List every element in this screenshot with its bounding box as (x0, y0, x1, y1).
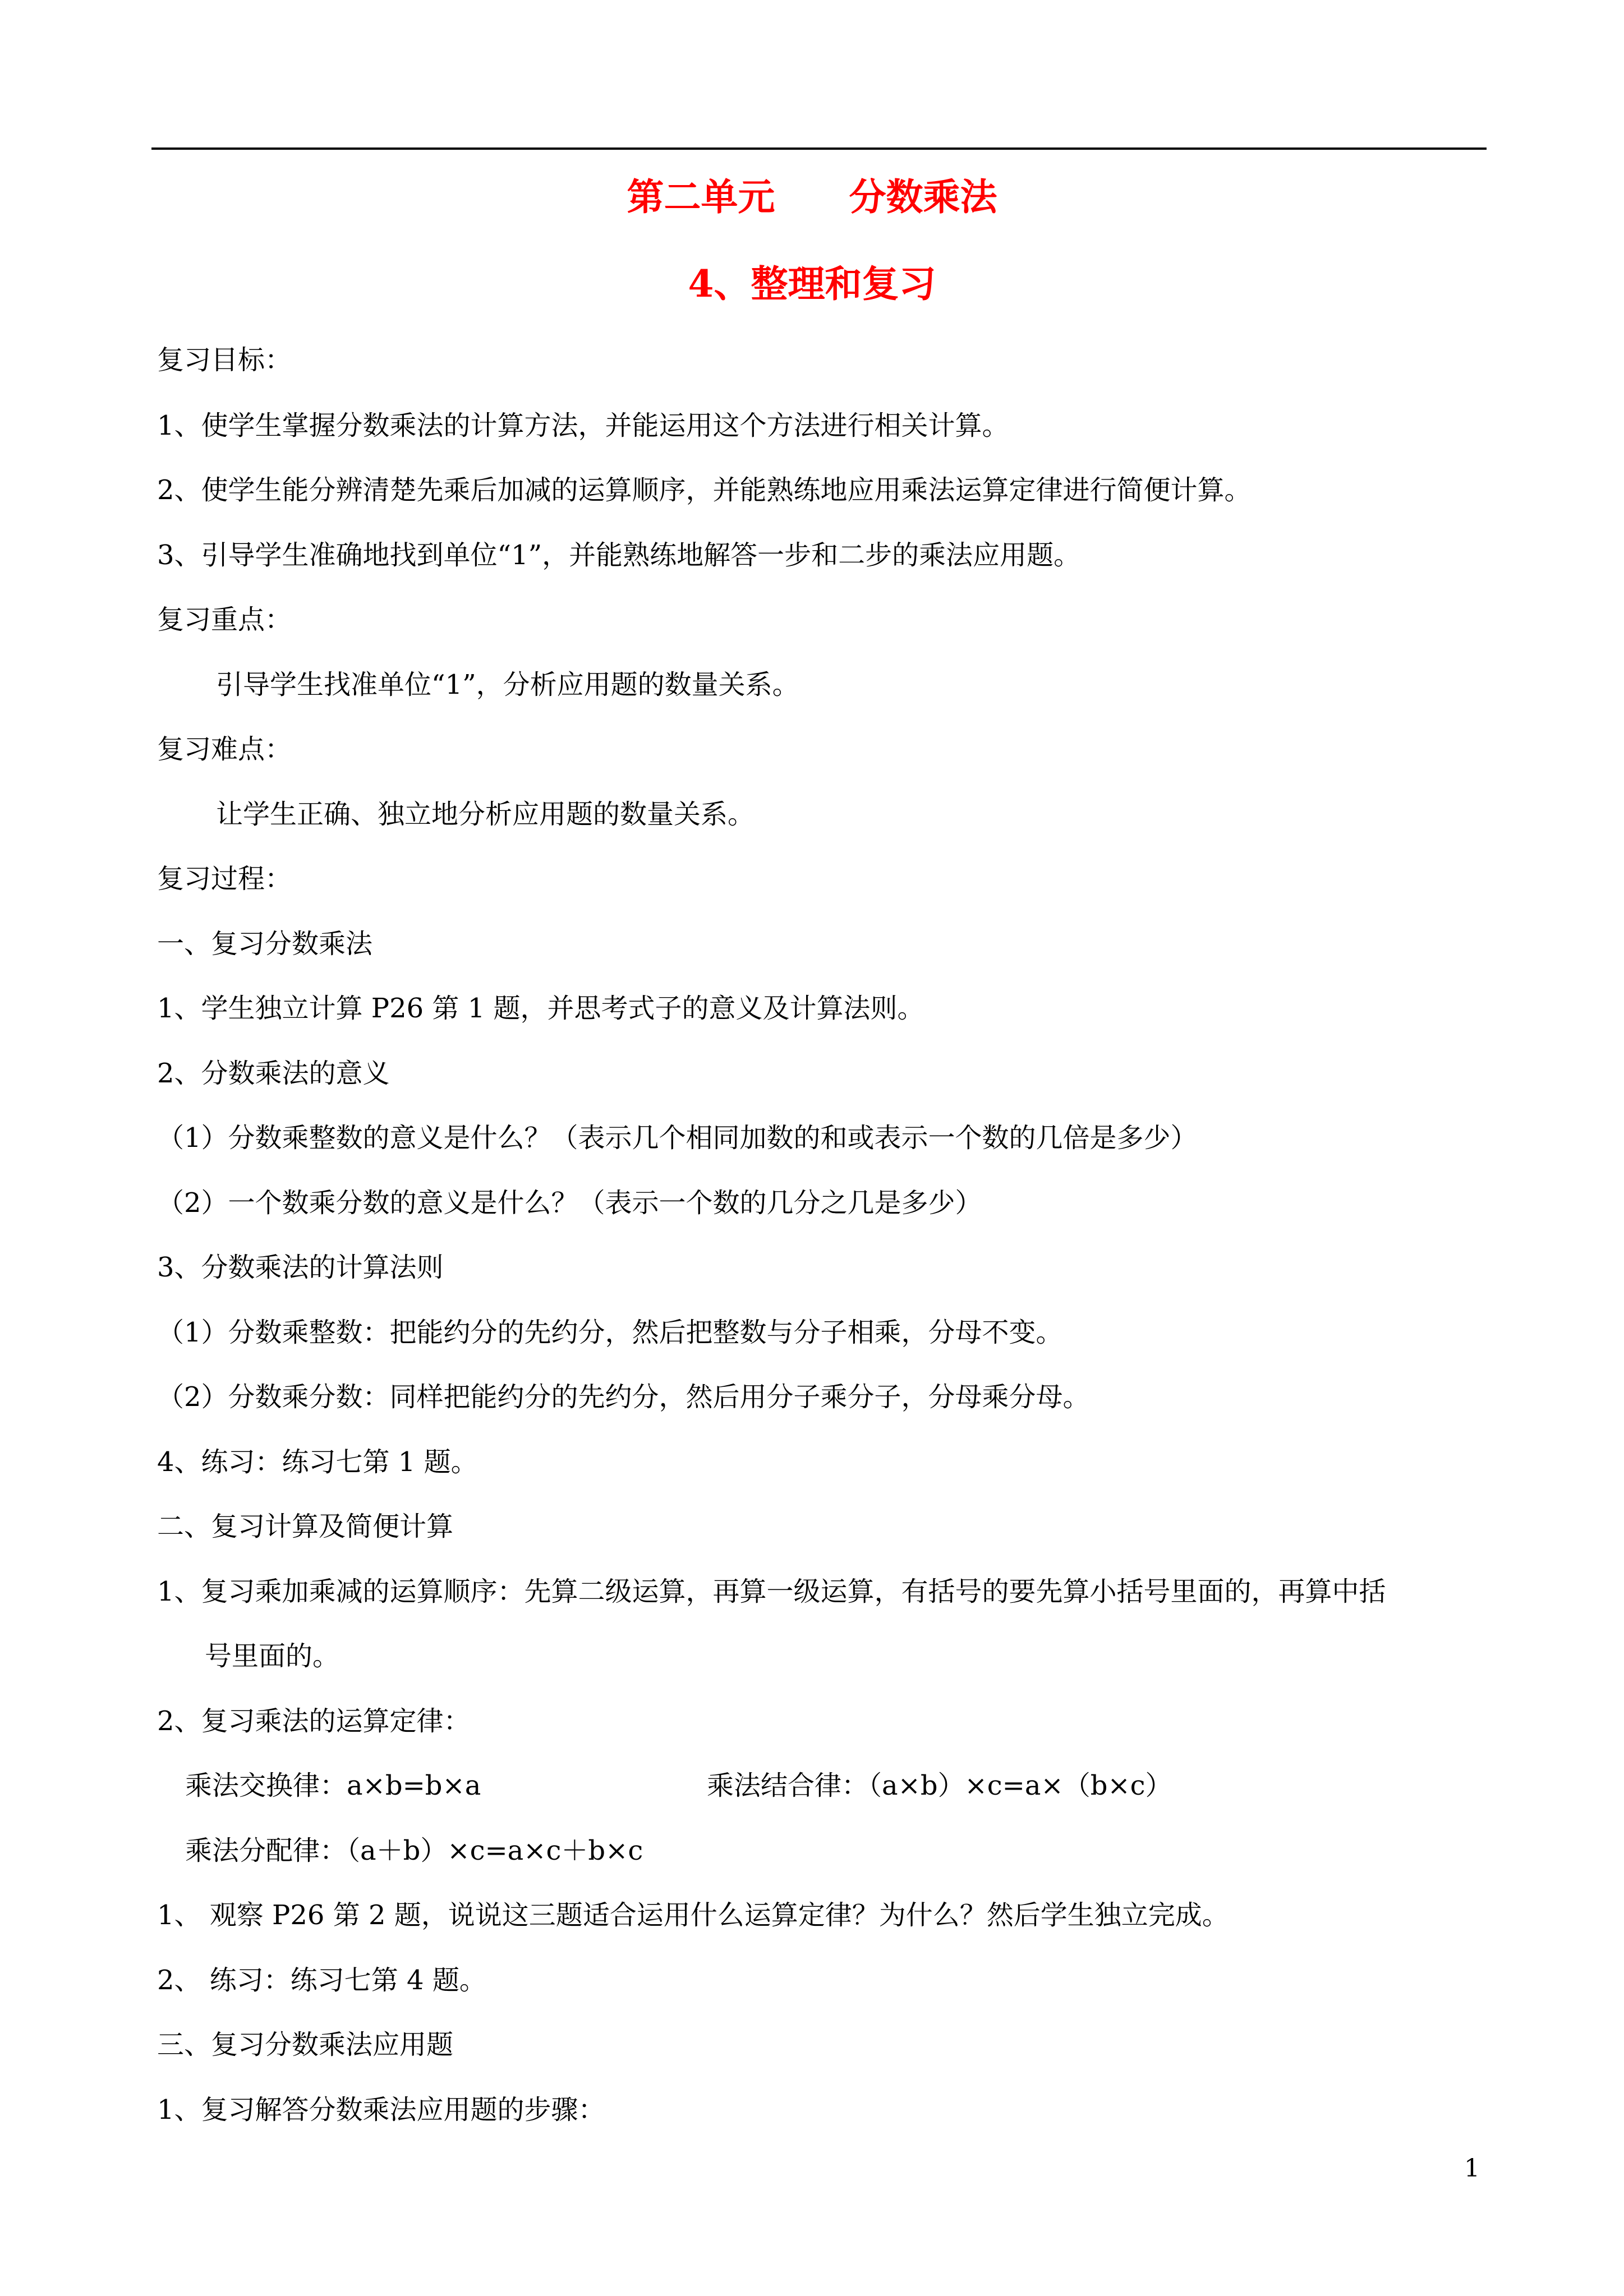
section-1-item-3a: （1）分数乘整数：把能约分的先约分，然后把整数与分子相乘，分母不变。 (157, 1317, 1063, 1348)
page-number: 1 (1464, 2154, 1480, 2183)
goals-heading: 复习目标： (157, 344, 292, 376)
section-1-item-2a: （1）分数乘整数的意义是什么？（表示几个相同加数的和或表示一个数的几倍是多少） (157, 1122, 1198, 1154)
goal-item-2: 2、使学生能分辨清楚先乘后加减的运算顺序，并能熟练地应用乘法运算定律进行简便计算。 (157, 474, 1252, 506)
law-associative: 乘法结合律：（a×b）×c=a×（b×c） (707, 1770, 1172, 1801)
section-2-item-1-continued: 号里面的。 (205, 1640, 340, 1672)
difficulties-text: 让学生正确、独立地分析应用题的数量关系。 (216, 799, 755, 830)
section-2-heading: 二、复习计算及简便计算 (157, 1511, 454, 1542)
section-2-item-2: 2、复习乘法的运算定律： (157, 1705, 471, 1737)
section-3-item-1: 1、复习解答分数乘法应用题的步骤： (157, 2094, 605, 2126)
section-1-item-1: 1、学生独立计算 P26 第 1 题，并思考式子的意义及计算法则。 (157, 993, 924, 1024)
section-1-item-3: 3、分数乘法的计算法则 (157, 1252, 444, 1283)
section-2-item-1: 1、复习乘加乘减的运算顺序：先算二级运算，再算一级运算，有括号的要先算小括号里面的，再算中括 (157, 1576, 1386, 1607)
section-1-item-2b: （2）一个数乘分数的意义是什么？（表示一个数的几分之几是多少） (157, 1187, 982, 1219)
key-points-text: 引导学生找准单位“1”，分析应用题的数量关系。 (216, 669, 799, 700)
law-distributive: 乘法分配律：（a＋b）×c=a×c＋b×c (185, 1835, 643, 1866)
header-rule (151, 147, 1487, 150)
goal-item-1: 1、使学生掌握分数乘法的计算方法，并能运用这个方法进行相关计算。 (157, 410, 1009, 441)
section-3-heading: 三、复习分数乘法应用题 (157, 2029, 454, 2060)
section-1-item-4: 4、练习：练习七第 1 题。 (157, 1446, 478, 1478)
section-1-item-2: 2、分数乘法的意义 (157, 1058, 390, 1089)
section-1-item-3b: （2）分数乘分数：同样把能约分的先约分，然后用分子乘分子，分母乘分母。 (157, 1381, 1090, 1413)
goal-item-3: 3、引导学生准确地找到单位“1”，并能熟练地解答一步和二步的乘法应用题。 (157, 540, 1081, 571)
law-commutative: 乘法交换律：a×b=b×a (185, 1770, 481, 1801)
process-heading: 复习过程： (157, 863, 292, 895)
section-1-heading: 一、复习分数乘法 (157, 928, 373, 960)
lesson-title: 4、整理和复习 (688, 262, 936, 306)
key-points-heading: 复习重点： (157, 604, 292, 635)
difficulties-heading: 复习难点： (157, 734, 292, 765)
section-2-question-2: 2、 练习：练习七第 4 题。 (157, 1965, 486, 1996)
section-2-question-1: 1、 观察 P26 第 2 题，说说这三题适合运用什么运算定律？为什么？然后学生独立完成。 (157, 1899, 1229, 1931)
unit-title: 第二单元 分数乘法 (627, 175, 997, 219)
